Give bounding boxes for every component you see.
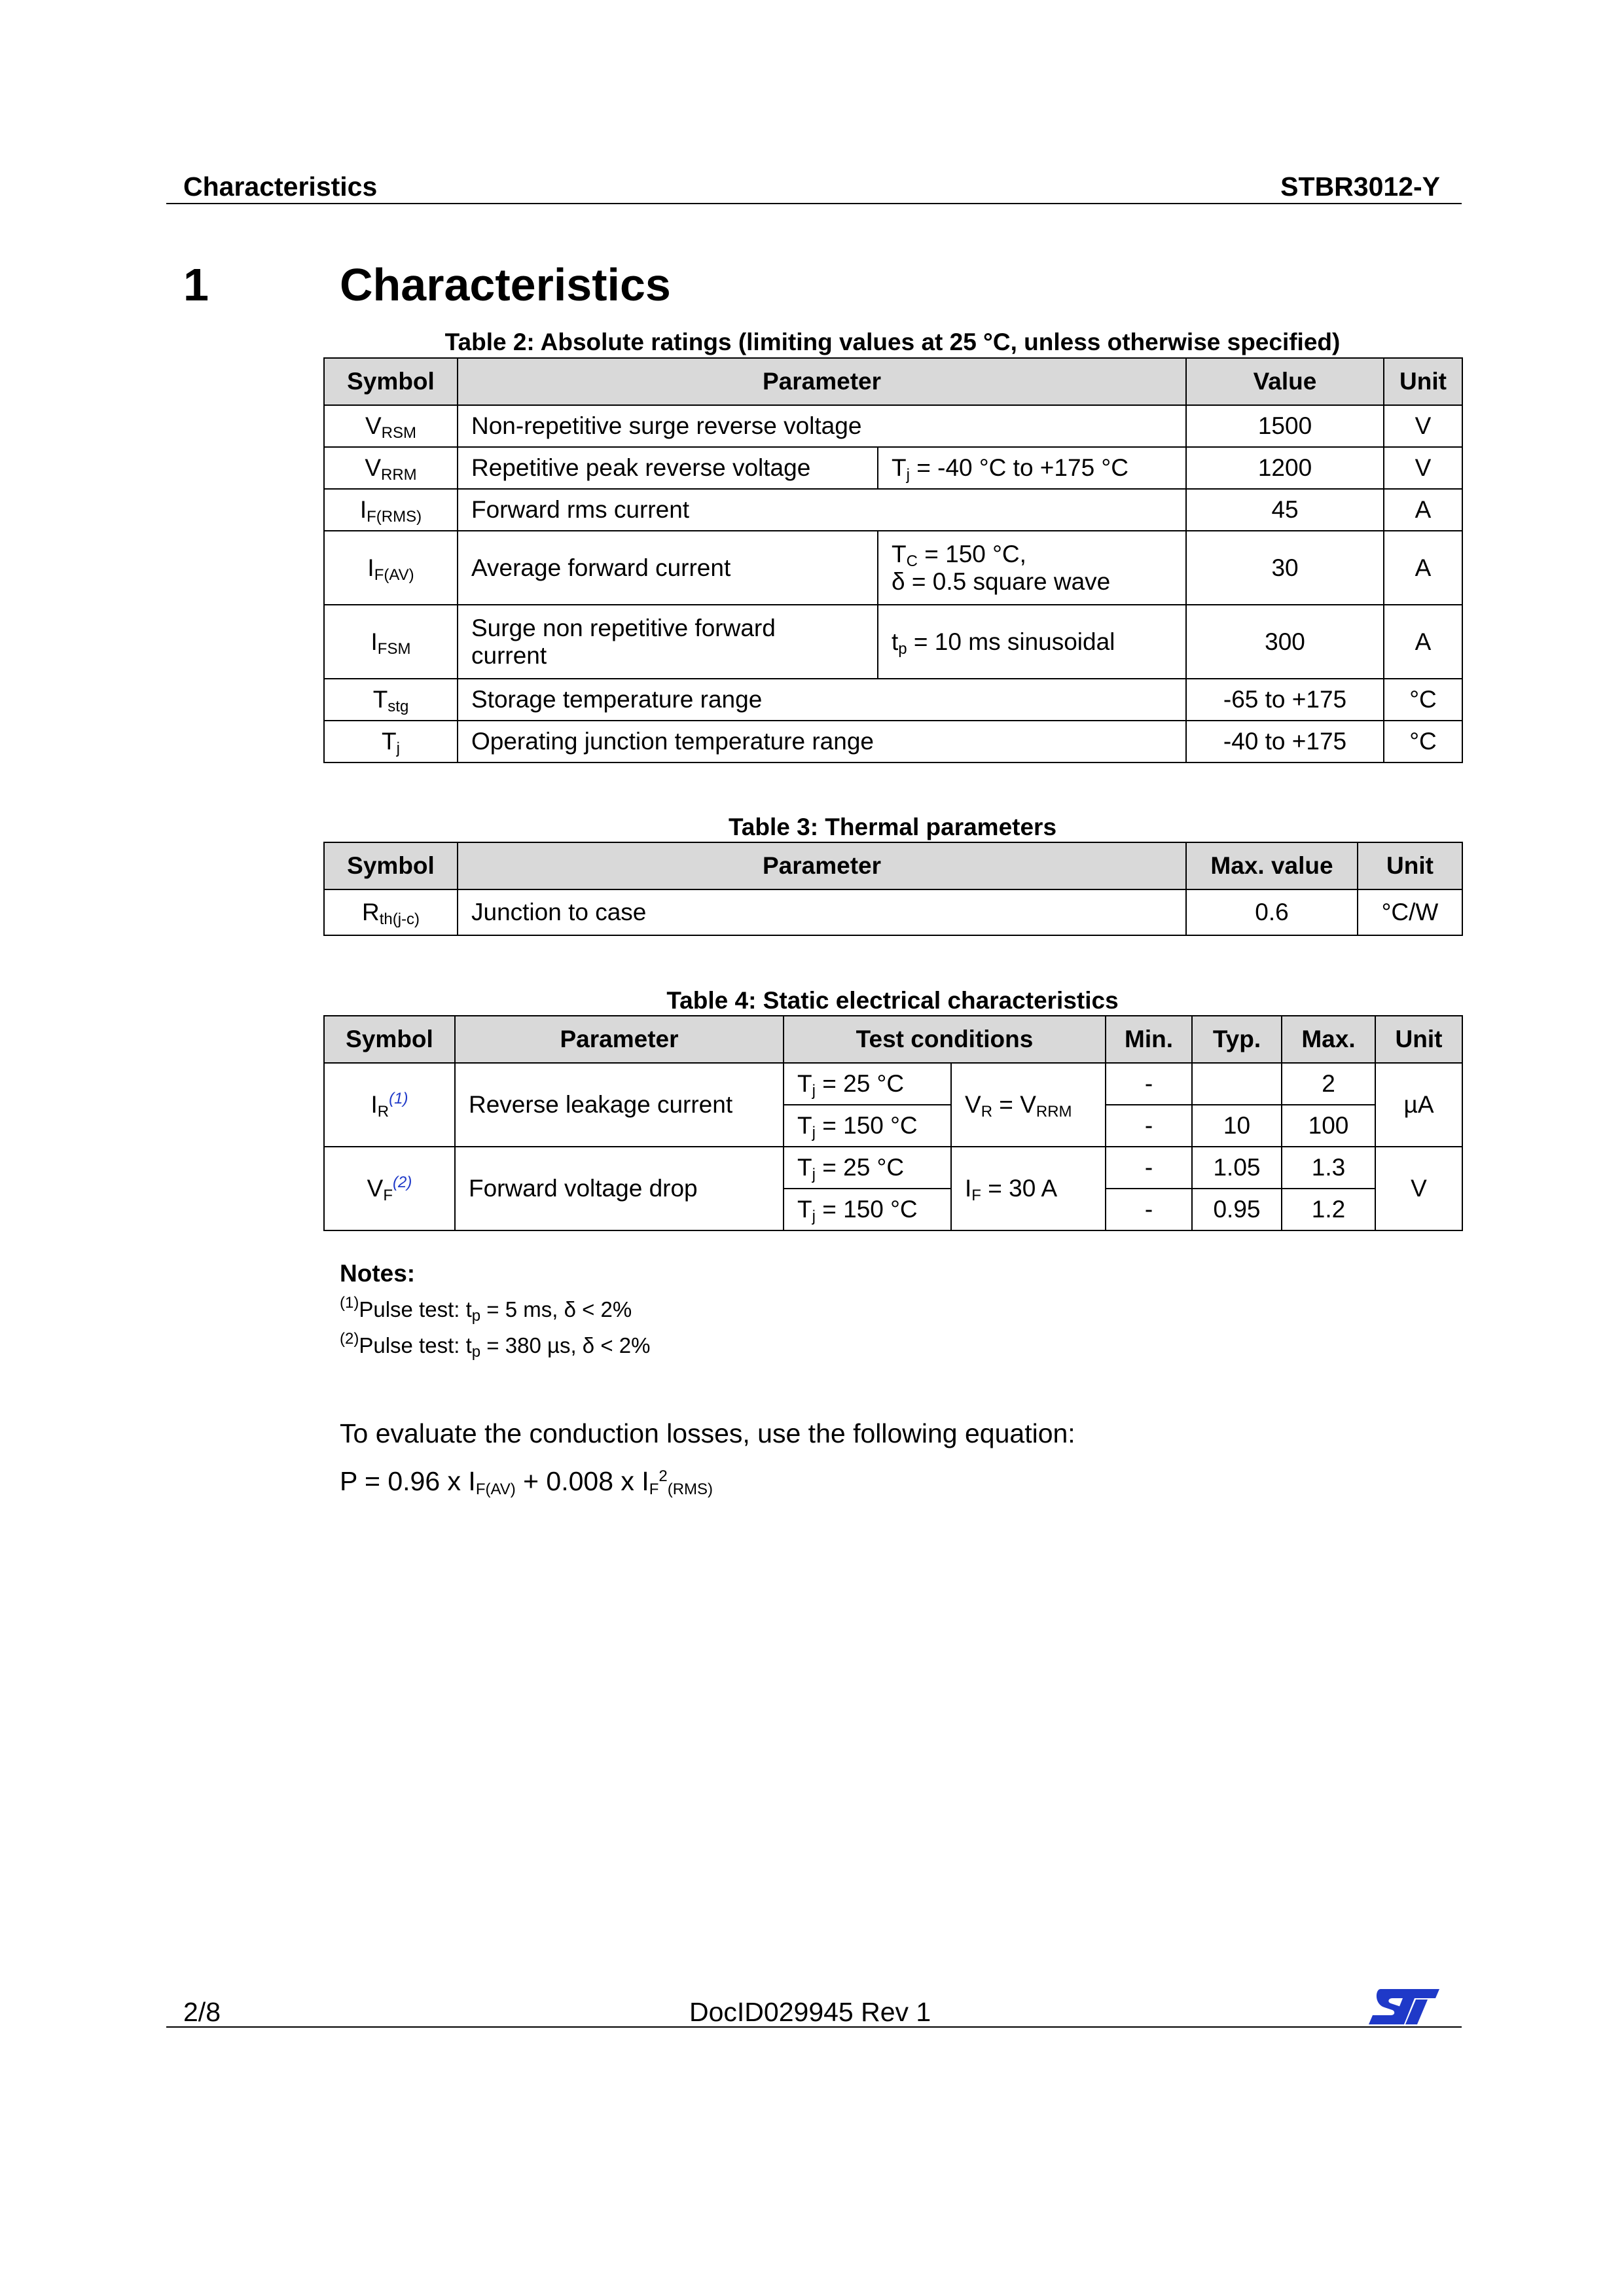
equation-superscript: 2 (659, 1467, 668, 1485)
header-symbol: Symbol (324, 1016, 455, 1063)
cond-letter: V (965, 1091, 981, 1118)
value-cell: 300 (1186, 605, 1384, 679)
header-symbol: Symbol (324, 358, 458, 405)
cond-subscript: RRM (1036, 1103, 1072, 1121)
unit-cell: °C/W (1358, 889, 1462, 935)
cond-text: = 10 ms sinusoidal (907, 628, 1115, 655)
cond-subscript: j (906, 466, 910, 484)
equation-intro: To evaluate the conduction losses, use the following equation: (340, 1418, 1075, 1448)
header-unit: Unit (1358, 842, 1462, 889)
cond-text: = 150 °C (815, 1196, 918, 1223)
symbol-letter: R (361, 899, 380, 925)
note-2 (340, 1330, 651, 1361)
value-cell: -65 to +175 (1186, 679, 1384, 721)
header-unit: Unit (1384, 358, 1462, 405)
cond-text: = 150 °C (815, 1112, 918, 1139)
condition-cell (878, 531, 1186, 605)
condition-if-cell (951, 1147, 1106, 1230)
typ-cell: 1.05 (1192, 1147, 1282, 1189)
value-cell: 1500 (1186, 405, 1384, 447)
value-cell: 0.6 (1186, 889, 1358, 935)
parameter-cell: Non-repetitive surge reverse voltage (458, 405, 1186, 447)
cond-subscript: j (812, 1124, 816, 1141)
cond-text: = 30 A (981, 1175, 1058, 1202)
cond-letter: T (797, 1154, 812, 1181)
header-unit: Unit (1375, 1016, 1462, 1063)
table-row (324, 679, 1462, 721)
header-rule (166, 203, 1462, 204)
cond-letter: I (965, 1175, 972, 1202)
condition-tj-cell (784, 1063, 951, 1105)
cond-text: = 25 °C (815, 1070, 905, 1097)
symbol-subscript: RSM (381, 424, 417, 442)
section-number: 1 (183, 259, 209, 310)
cond-letter: T (797, 1070, 812, 1097)
header-section: Characteristics (183, 171, 378, 202)
value-cell: -40 to +175 (1186, 721, 1384, 762)
symbol-letter: I (370, 628, 378, 655)
symbol-cell (324, 489, 458, 531)
page-number: 2/8 (183, 1997, 221, 2027)
equation-subscript: F(AV) (475, 1480, 516, 1498)
table-row (324, 1063, 1462, 1105)
symbol-cell (324, 889, 458, 935)
note-1 (340, 1294, 632, 1325)
parameter-cell: Junction to case (458, 889, 1186, 935)
cond-subscript: R (981, 1103, 993, 1121)
cond-letter: T (797, 1196, 812, 1223)
cond-text: = 150 °C, (917, 540, 1026, 567)
symbol-letter: V (365, 454, 382, 481)
max-cell: 1.2 (1282, 1189, 1375, 1230)
note-subscript: p (471, 1343, 481, 1361)
static-electrical-table (323, 1015, 1463, 1231)
typ-cell: 10 (1192, 1105, 1282, 1147)
table-header-row (324, 358, 1462, 405)
cond-subscript: p (898, 639, 907, 658)
header-symbol: Symbol (324, 842, 458, 889)
symbol-subscript: th(j-c) (379, 910, 420, 928)
parameter-cell: Average forward current (458, 531, 878, 605)
condition-tj-cell (784, 1105, 951, 1147)
cond-letter: T (797, 1112, 812, 1139)
symbol-cell (324, 447, 458, 489)
cond-text: = 25 °C (815, 1154, 905, 1181)
table-header-row (324, 842, 1462, 889)
section-title: Characteristics (340, 259, 671, 310)
min-cell: - (1106, 1147, 1192, 1189)
table3-caption: Table 3: Thermal parameters (728, 814, 1057, 840)
absolute-ratings-table (323, 357, 1463, 763)
symbol-cell (324, 1063, 455, 1147)
symbol-subscript: R (377, 1103, 389, 1121)
header-parameter: Parameter (458, 358, 1186, 405)
header-max-value: Max. value (1186, 842, 1358, 889)
note-ref-link[interactable]: (1) (389, 1090, 408, 1107)
unit-cell: A (1384, 489, 1462, 531)
unit-cell: V (1384, 447, 1462, 489)
table-header-row (324, 1016, 1462, 1063)
condition-vr-cell (951, 1063, 1106, 1147)
note-marker: (1) (340, 1294, 359, 1312)
symbol-cell (324, 1147, 455, 1230)
header-parameter: Parameter (455, 1016, 784, 1063)
st-logo-icon (1366, 1985, 1441, 2028)
note-text-post: = 380 µs, δ < 2% (480, 1333, 651, 1357)
min-cell: - (1106, 1063, 1192, 1105)
symbol-subscript: F(RMS) (367, 508, 422, 526)
equation-part: + 0.008 x I (515, 1466, 649, 1496)
max-cell: 1.3 (1282, 1147, 1375, 1189)
parameter-cell (458, 605, 878, 679)
equation-subscript: F (649, 1480, 659, 1498)
table2-caption: Table 2: Absolute ratings (limiting values at 25 °C, unless otherwise specified) (444, 329, 1341, 355)
thermal-parameters-table (323, 842, 1463, 936)
equation-subscript: (RMS) (667, 1480, 713, 1498)
equation-part: P = 0.96 x I (340, 1466, 476, 1496)
table-row (324, 405, 1462, 447)
unit-cell: °C (1384, 721, 1462, 762)
symbol-cell (324, 605, 458, 679)
parameter-line1: Surge non repetitive forward (471, 614, 776, 641)
note-marker: (2) (340, 1330, 359, 1348)
symbol-letter: V (367, 1175, 384, 1202)
min-cell: - (1106, 1189, 1192, 1230)
symbol-cell (324, 405, 458, 447)
symbol-cell (324, 721, 458, 762)
condition-cell (878, 605, 1186, 679)
cond-letter: T (892, 540, 907, 567)
cond-letter: T (892, 454, 907, 481)
symbol-subscript: F(AV) (374, 565, 414, 584)
header-test-conditions: Test conditions (784, 1016, 1106, 1063)
typ-cell (1192, 1063, 1282, 1105)
table-row (324, 1147, 1462, 1189)
equation (340, 1466, 713, 1497)
cond-subscript: C (906, 552, 918, 570)
doc-id: DocID029945 Rev 1 (689, 1997, 931, 2027)
note-ref-link[interactable]: (2) (393, 1174, 412, 1191)
cond-text-line2: δ = 0.5 square wave (892, 567, 1111, 595)
symbol-subscript: j (396, 740, 400, 757)
table-row (324, 721, 1462, 762)
unit-cell: A (1384, 605, 1462, 679)
header-max: Max. (1282, 1016, 1375, 1063)
header-parameter: Parameter (458, 842, 1186, 889)
symbol-letter: I (367, 554, 374, 581)
parameter-cell: Reverse leakage current (455, 1063, 784, 1147)
symbol-subscript: RRM (381, 466, 417, 484)
symbol-subscript: F (383, 1187, 393, 1204)
header-value: Value (1186, 358, 1384, 405)
unit-cell: V (1375, 1147, 1462, 1230)
header-typ: Typ. (1192, 1016, 1282, 1063)
max-cell: 2 (1282, 1063, 1375, 1105)
parameter-cell: Operating junction temperature range (458, 721, 1186, 762)
unit-cell: °C (1384, 679, 1462, 721)
condition-tj-cell (784, 1189, 951, 1230)
header-min: Min. (1106, 1016, 1192, 1063)
unit-cell: V (1384, 405, 1462, 447)
symbol-cell (324, 531, 458, 605)
symbol-letter: T (382, 728, 397, 755)
max-cell: 100 (1282, 1105, 1375, 1147)
condition-cell (878, 447, 1186, 489)
parameter-cell: Forward rms current (458, 489, 1186, 531)
table-row (324, 489, 1462, 531)
unit-cell: A (1384, 531, 1462, 605)
note-text-post: = 5 ms, δ < 2% (480, 1297, 632, 1321)
symbol-letter: I (359, 496, 367, 523)
unit-cell: µA (1375, 1063, 1462, 1147)
cond-text: = V (992, 1091, 1036, 1118)
value-cell: 45 (1186, 489, 1384, 531)
note-text: Pulse test: t (359, 1297, 472, 1321)
table-row (324, 889, 1462, 935)
symbol-subscript: FSM (377, 639, 411, 658)
note-subscript: p (471, 1307, 481, 1325)
cond-letter: t (892, 628, 899, 655)
notes-title: Notes: (340, 1260, 416, 1287)
note-text: Pulse test: t (359, 1333, 472, 1357)
typ-cell: 0.95 (1192, 1189, 1282, 1230)
cond-subscript: j (812, 1166, 816, 1183)
parameter-line2: current (471, 641, 547, 669)
value-cell: 1200 (1186, 447, 1384, 489)
min-cell: - (1106, 1105, 1192, 1147)
cond-subscript: j (812, 1082, 816, 1100)
header-part-number: STBR3012-Y (1280, 171, 1440, 202)
cond-text: = -40 °C to +175 °C (909, 454, 1128, 481)
parameter-cell: Repetitive peak reverse voltage (458, 447, 878, 489)
symbol-subscript: stg (388, 698, 409, 715)
condition-tj-cell (784, 1147, 951, 1189)
cond-subscript: j (812, 1208, 816, 1225)
footer-rule (166, 2026, 1462, 2028)
parameter-cell: Forward voltage drop (455, 1147, 784, 1230)
value-cell: 30 (1186, 531, 1384, 605)
parameter-cell: Storage temperature range (458, 679, 1186, 721)
symbol-letter: V (365, 412, 382, 439)
table4-caption: Table 4: Static electrical characteristics (666, 987, 1119, 1014)
table-row (324, 531, 1462, 605)
symbol-letter: I (370, 1091, 378, 1118)
symbol-cell (324, 679, 458, 721)
symbol-letter: T (372, 686, 388, 713)
table-row (324, 605, 1462, 679)
table-row (324, 447, 1462, 489)
cond-subscript: F (971, 1187, 981, 1204)
